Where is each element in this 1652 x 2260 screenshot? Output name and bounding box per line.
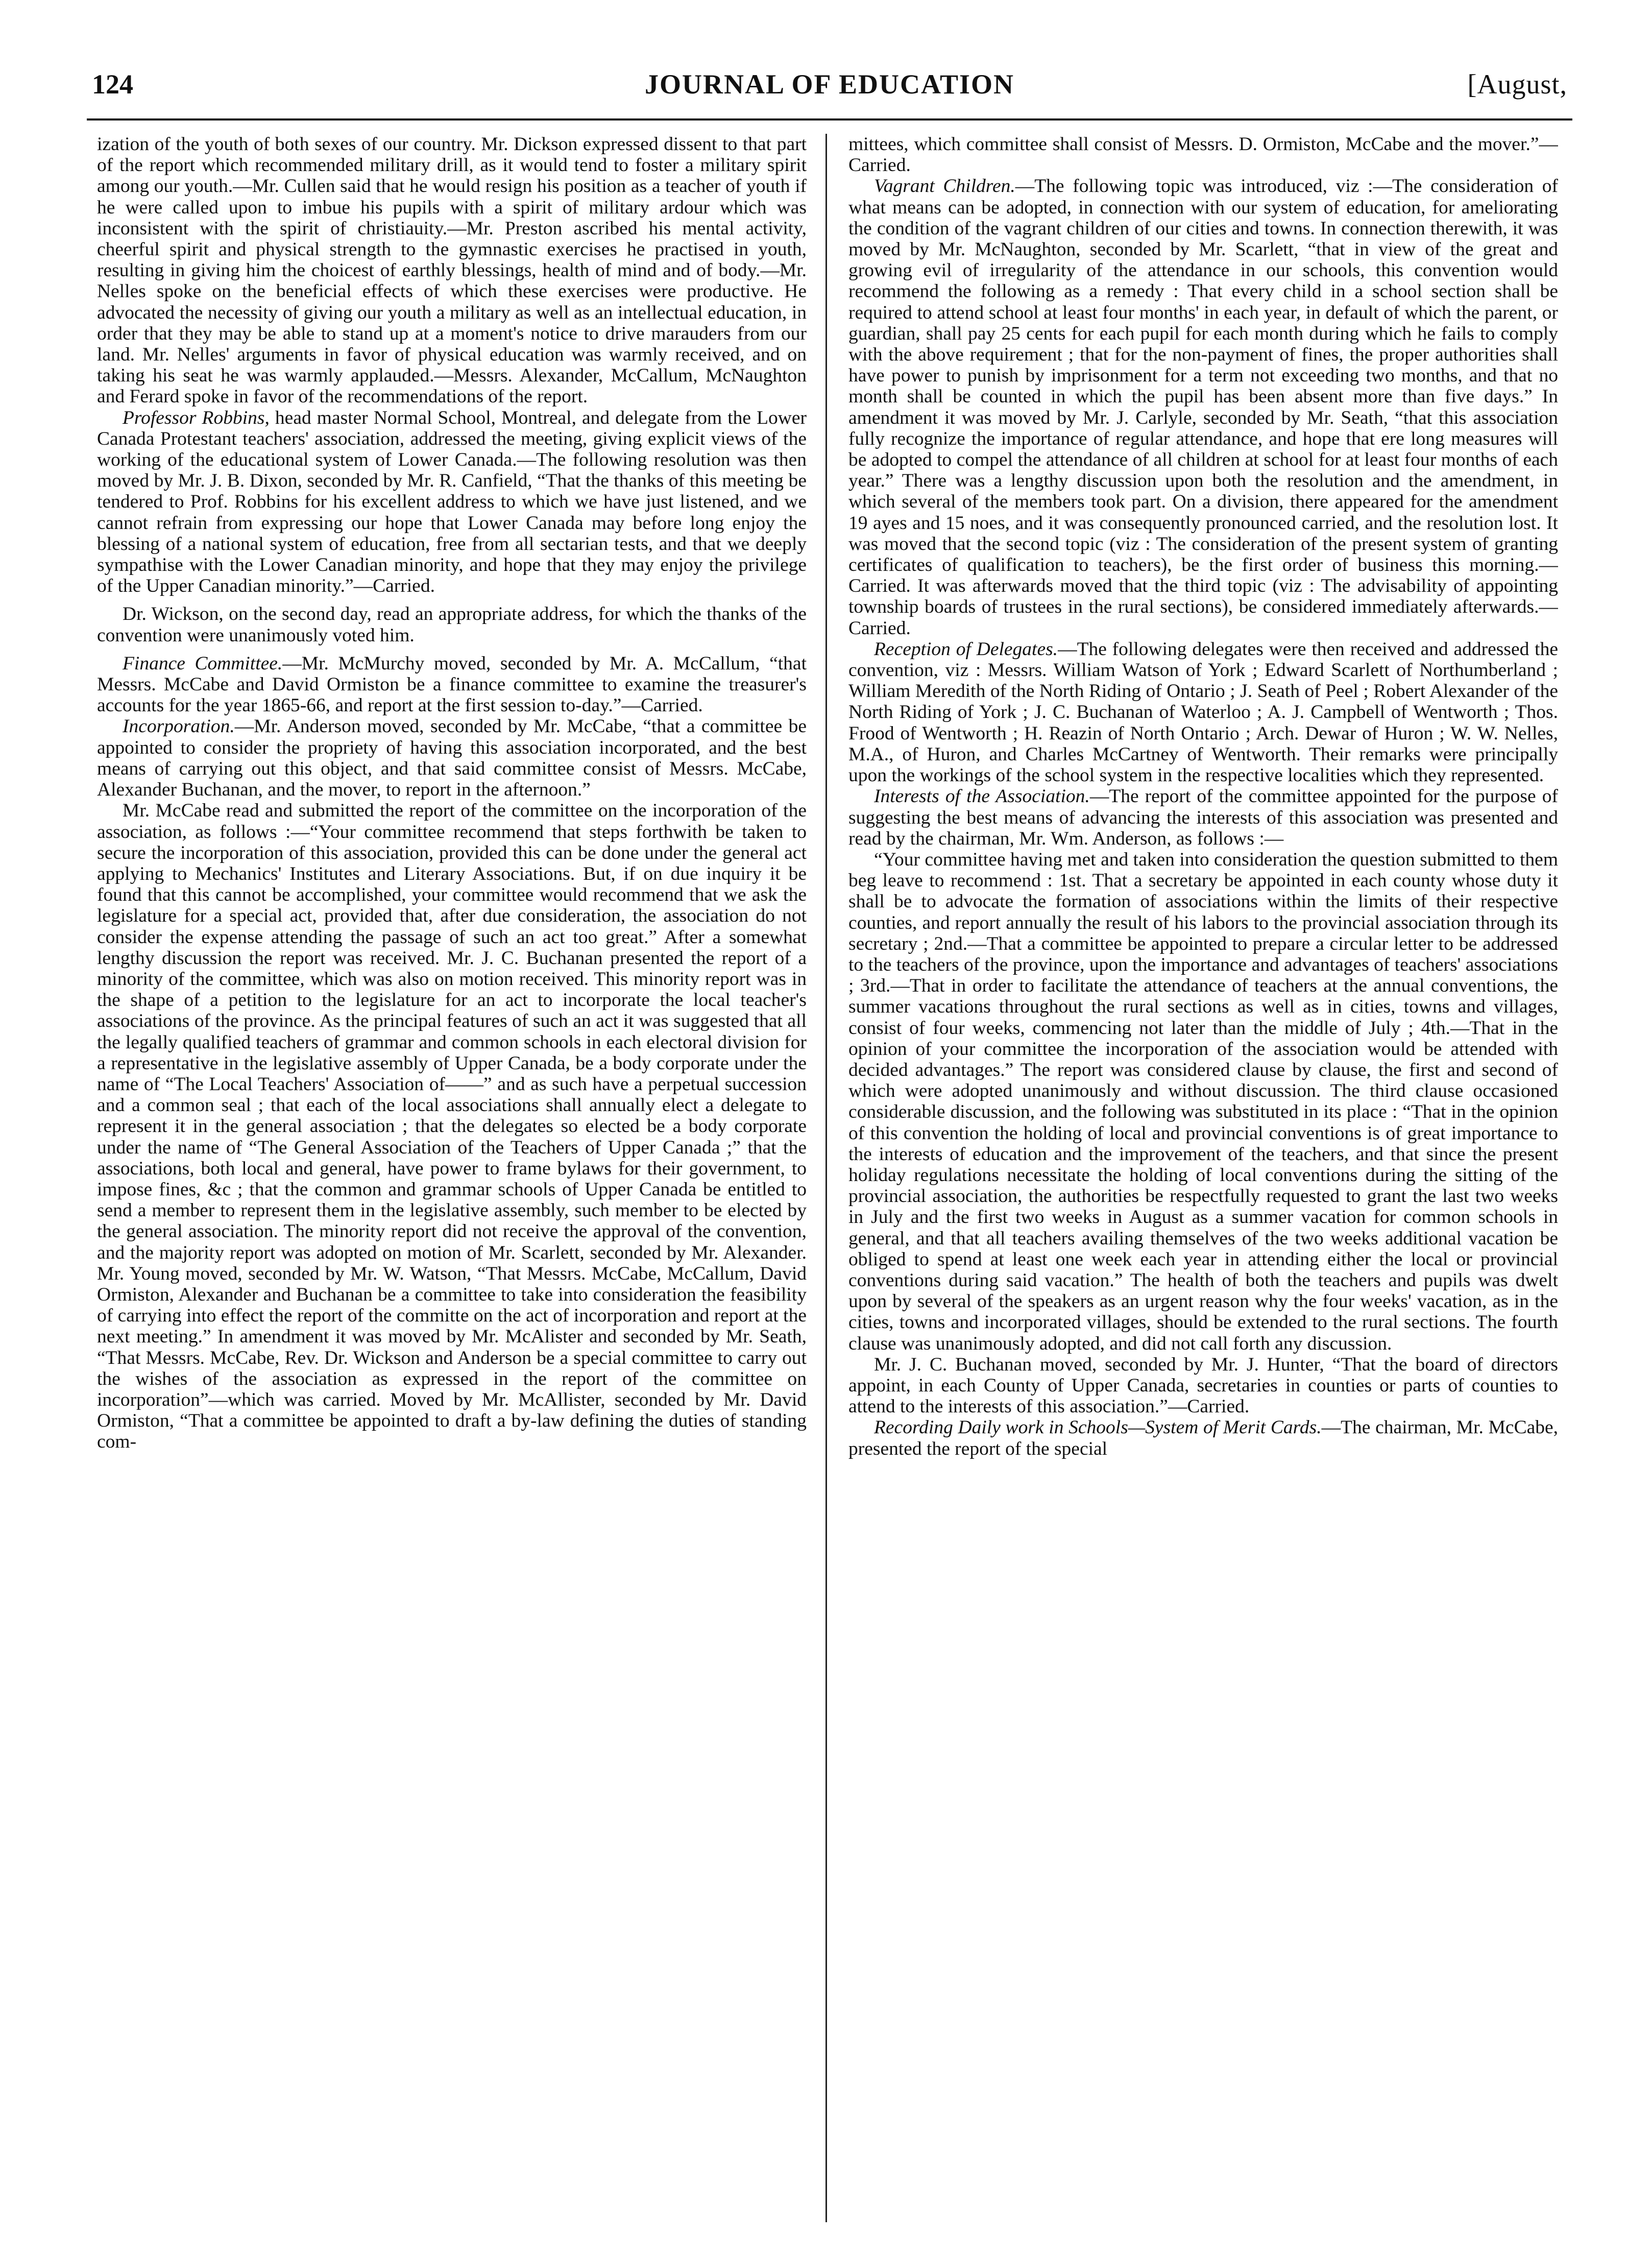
right-column xyxy=(848,134,1558,2232)
running-head xyxy=(92,61,1567,107)
paragraph-lead: Vagrant Children. xyxy=(874,176,1015,197)
paragraph-lead: Finance Committee. xyxy=(123,653,283,674)
page-number: 124 xyxy=(92,69,133,100)
paragraph-text: Mr. McCabe read and submitted the report of the committee on the incorporation of the association, as follows :—“Your committee recommend that steps forthwith be taken to secure the incorporation of this association, provided this can be done under the general act applying to Mechanics' Institutes and Literary Associations. But, if on due inquiry it be found that this cannot be accomplished, your committee would recommend that we ask the legislature for a special act, provided that, after due consideration, the association do not consider the expense attending the passage of such an act too great.” After a somewhat lengthy discussion the report was received. Mr. J. C. Buchanan presented the report of a minority of the committee, which was also on motion received. This minority report was in the shape of a petition to the legislature for an act to incorporate the local teacher's associations of the province. As the principal features of such an act it was suggested that all the legally qualified teachers of grammar and common schools in each electoral division for a representative in the legislative assembly of Upper Canada, be a body corporate under the name of “The Local Teachers' Association of——” and as such have a perpetual succession and a common seal ; that each of the local associations shall annually elect a delegate to represent it in the general association ; that the delegates so elected be a body corporate under the name of “The General Association of the Teachers of Upper Canada ;” that the associations, both local and general, have power to frame bylaws for their government, to impose fines, &c ; that the common and grammar schools of Upper Canada be entitled to send a member to represent them in the legislative assembly, such member to be elected by the general association. The minority report did not receive the approval of the convention, and the majority report was adopted on motion of Mr. Scarlett, seconded by Mr. Alexander. Mr. Young moved, seconded by Mr. W. Watson, “That Messrs. McCabe, McCallum, David Ormiston, Alexander and Buchanan be a committee to take into consideration the feasibility of carrying into effect the report of the committe on the act of incorporation and report at the next meeting.” In amendment it was moved by Mr. McAlister and seconded by Mr. Seath, “That Messrs. McCabe, Rev. Dr. Wickson and Anderson be a special committee to carry out the wishes of the association as expressed in the report of the committee on incorporation”—which was carried. Moved by Mr. McAllister, seconded by Mr. David Ormiston, “That a committee be appointed to draft a by-law defining the duties of standing com- xyxy=(97,800,807,1453)
paragraph xyxy=(848,849,1558,1354)
paragraph-text: —The following delegates were then received and addressed the convention, viz : Messrs. William Watson of York ; Edward Scarlett of Northumberland ; William Meredith of the North Riding of Ontario ; J. Seath of Peel ; Robert Alexander of the North Riding of York ; J. C. Buchanan of Waterloo ; A. J. Campbell of Wentworth ; Thos. Frood of Wentworth ; H. Reazin of North Ontario ; Arch. Dewar of Huron ; W. W. Nelles, M.A., of Huron, and Charles McCartney of Wentworth. Their remarks were principally upon the workings of the school system in the respective localities which they represented. xyxy=(848,638,1558,786)
paragraph xyxy=(848,1417,1558,1459)
paragraph xyxy=(97,604,807,645)
paragraph-text: Dr. Wickson, on the second day, read an appropriate address, for which the thanks of the convention were unanimously voted him. xyxy=(97,604,807,646)
paragraph-lead: Professor Robbins, xyxy=(123,407,270,428)
paragraph-lead: Interests of the Association. xyxy=(874,786,1090,807)
paragraph-text: “Your committee having met and taken into consideration the question submitted to them beg leave to recommend : 1st. That a secretary be appointed in each county whose duty it shall be to advocate the formation of associations within the limits of their respective counties, and report annually the result of his labors to the provincial association through its secretary ; 2nd.—That a committee be appointed to prepare a circular letter to be addressed to the teachers of the province, upon the importance and advantages of teachers' associations ; 3rd.—That in order to facilitate the attendance of teachers at the annual conventions, the summer vacations throughout the rural sections as well as in cities, towns and villages, consist of four weeks, commencing not later than the middle of July ; 4th.—That in the opinion of your committee the incorporation of the association would be attended with decided advantages.” The report was considered clause by clause, the first and second of which were adopted unanimously and without discussion. The third clause occasioned considerable discussion, and the following was substituted in its place : “That in the opinion of this convention the holding of local and provincial conventions is of great importance to the interests of education and the improvement of the teachers, and that since the present holiday regulations necessitate the holding of local conventions during the sitting of the provincial association, the authorities be respectfully requested to grant the last two weeks in July and the first two weeks in August as a summer vacation for common schools in general, and that all teachers availing themselves of the two weeks additional vacation be obliged to spend at least one week each year in attending either the local or provincial conventions during said vacation.” The health of both the teachers and pupils was dwelt upon by several of the speakers as an urgent reason why the four weeks' vacation, as in the cities, towns and incorporated villages, should be extended to the rural sections. The fourth clause was unanimously adopted, and did not call forth any discussion. xyxy=(848,849,1558,1354)
paragraph-text: Mr. J. C. Buchanan moved, seconded by Mr. J. Hunter, “That the board of directors appoint, in each County of Upper Canada, secretaries in counties or parts of counties to attend to the interests of this association.”—Carried. xyxy=(848,1354,1558,1417)
paragraph xyxy=(848,176,1558,638)
paragraph-text: mittees, which committee shall consist of Messrs. D. Ormiston, McCabe and the mover.”—Carried. xyxy=(848,134,1558,176)
paragraph xyxy=(97,800,807,1452)
column-rule xyxy=(825,134,827,2222)
paragraph xyxy=(97,407,807,597)
left-column xyxy=(97,134,807,2232)
paragraph xyxy=(97,716,807,800)
paragraph xyxy=(97,653,807,716)
paragraph xyxy=(848,134,1558,176)
paragraph xyxy=(848,1354,1558,1417)
issue-month: [August, xyxy=(1467,69,1567,100)
header-rule xyxy=(87,118,1572,121)
paragraph xyxy=(848,639,1558,786)
paragraph-text: ization of the youth of both sexes of our country. Mr. Dickson expressed dissent to that part of the report which recommended military drill, as it would tend to foster a military spirit among our youth.—Mr. Cullen said that he would resign his position as a teacher of youth if he were called upon to imbue his pupils with a spirit of military ardour which was inconsistent with the spirit of christiauity.—Mr. Preston ascribed his mental activity, cheerful spirit and physical strength to the gymnastic exercises he practised in youth, resulting in giving him the choicest of earthly blessings, health of mind and of body.—Mr. Nelles spoke on the beneficial effects of which these exercises were productive. He advocated the necessity of giving our youth a military as well as an intellectual education, in order that they may be able to stand up at a moment's notice to drive marauders from our land. Mr. Nelles' arguments in favor of physical education was warmly received, and on taking his seat he was warmly applauded.—Messrs. Alexander, McCallum, McNaughton and Ferard spoke in favor of the recommendations of the report. xyxy=(97,134,807,407)
paragraph-text: —The chairman, Mr. McCabe, presented the report of the special xyxy=(848,1417,1558,1459)
paragraph xyxy=(848,786,1558,849)
paragraph xyxy=(97,134,807,407)
paragraph-text: —The following topic was introduced, viz :—The consideration of what means can be adopted, in connection with our system of education, for ameliorating the condition of the vagrant children of our cities and towns. In connection therewith, it was moved by Mr. McNaughton, seconded by Mr. Scarlett, “that in view of the great and growing evil of irregularity of the attendance in our schools, this convention would recommend the following as a remedy : That every child in a school section shall be required to attend school at least four months' in each year, in default of which the parent, or guardian, shall pay 25 cents for each pupil for each month during which he fails to comply with the above requirement ; that for the non-payment of fines, the proper authorities shall have power to punish by imprisonment for a term not exceeding two months, and that no month shall be counted in which the pupil has been absent more than five days.” In amendment it was moved by Mr. J. Carlyle, seconded by Mr. Seath, “that this association fully recognize the importance of regular attendance, and hope that ere long measures will be adopted to compel the attendance of all children at school for at least four months of each year.” There was a lengthy discussion upon both the resolution and the amendment, in which several of the members took part. On a division, there appeared for the amendment 19 ayes and 15 noes, and it was consequently pronounced carried, and the resolution lost. It was moved that the second topic (viz : The consideration of the present system of granting certificates of qualification to teachers), be the first order of business this morning.—Carried. It was afterwards moved that the third topic (viz : The advisability of appointing township boards of trustees in the rural sections), be considered immediately afterwards.—Carried. xyxy=(848,176,1558,639)
paragraph-text: —Mr. McMurchy moved, seconded by Mr. A. McCallum, “that Messrs. McCabe and David Ormiston be a finance committee to examine the treasurer's accounts for the year 1865-66, and report at the first session to-day.”—Carried. xyxy=(97,653,807,716)
paragraph-text: —Mr. Anderson moved, seconded by Mr. McCabe, “that a committee be appointed to consider the propriety of having this association incorporated, and the best means of carrying out this object, and that said committee consist of Messrs. McCabe, Alexander Buchanan, and the mover, to report in the afternoon.” xyxy=(97,716,807,801)
journal-title: JOURNAL OF EDUCATION xyxy=(644,69,1015,100)
paragraph-lead: Recording Daily work in Schools—System of Merit Cards. xyxy=(874,1417,1322,1438)
paragraph-lead: Incorporation. xyxy=(123,716,235,737)
paragraph-lead: Reception of Delegates. xyxy=(874,638,1058,660)
paragraph-text: —The report of the committee appointed for the purpose of suggesting the best means of advancing the interests of this association was presented and read by the chairman, Mr. Wm. Anderson, as follows :— xyxy=(848,786,1558,849)
paragraph-text: head master Normal School, Montreal, and delegate from the Lower Canada Protestant teachers' association, addressed the meeting, giving explicit views of the working of the educational system of Lower Canada.—The following resolution was then moved by Mr. J. B. Dixon, seconded by Mr. R. Canfield, “That the thanks of this meeting be tendered to Prof. Robbins for his excellent address to which we have just listened, and we cannot refrain from expressing our hope that Lower Canada may before long enjoy the blessing of a national system of education, free from all sectarian tests, and that we deeply sympathise with the Lower Canadian minority, and hope that they may enjoy the privilege of the Upper Canadian minority.”—Carried. xyxy=(97,407,807,597)
